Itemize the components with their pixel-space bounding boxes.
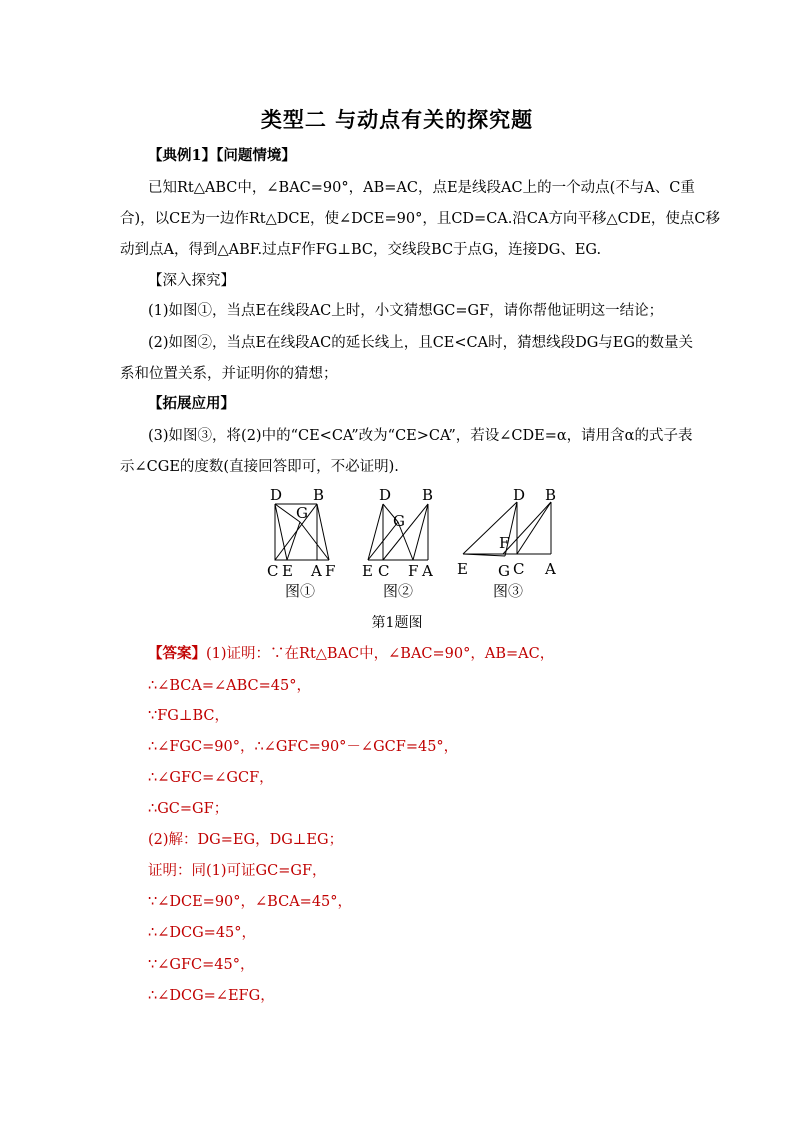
fig3-label-e: E xyxy=(457,560,468,578)
answer-line-11: ∵∠GFC=45°， xyxy=(148,957,255,973)
answer-line-10: ∴∠DCG=45°， xyxy=(148,925,257,941)
fig2-label-b: B xyxy=(422,486,434,504)
fig1-label-b: B xyxy=(313,486,325,504)
question-2-line-1: (2)如图②，当点E在线段AC的延长线上，且CE<CA时，猜想线段DG与EG的数量关 xyxy=(148,335,693,351)
question-2-line-2: 系和位置关系，并证明你的猜想； xyxy=(120,366,338,382)
answer-tag: 【答案】 xyxy=(148,645,206,662)
fig1-label-c: C xyxy=(267,562,279,580)
page-title: 类型二 与动点有关的探究题 xyxy=(260,107,534,132)
fig3-label-f: F xyxy=(499,534,510,552)
question-3-line-1: (3)如图③，将(2)中的“CE<CA”改为“CE>CA”，若设∠CDE=α，请用含α的式子表 xyxy=(148,428,693,444)
answer-line-6: ∴GC=GF； xyxy=(148,801,229,817)
fig1-label-d: D xyxy=(270,486,283,504)
answer-line-1 xyxy=(148,644,680,664)
answer-line-9: ∵∠DCE=90°，∠BCA=45°， xyxy=(148,894,353,910)
fig1-label-a: A xyxy=(311,562,322,580)
fig1-label-g: G xyxy=(296,504,308,522)
problem-line-1: 已知Rt△ABC中，∠BAC=90°，AB=AC，点E是线段AC上的一个动点(不与A、C重 xyxy=(148,180,695,196)
question-3-line-2: 示∠CGE的度数(直接回答即可，不必证明). xyxy=(120,459,399,475)
fig2-label-c: C xyxy=(378,562,390,580)
fig1-label-f: F xyxy=(325,562,336,580)
fig2-label-f: F xyxy=(408,562,419,580)
apply-heading: 【拓展应用】 xyxy=(148,395,235,412)
geometry-figures xyxy=(255,484,575,600)
answer-line-7: (2)解：DG=EG，DG⊥EG； xyxy=(148,832,344,848)
figures-group xyxy=(255,484,575,600)
figure-caption: 第1题图 xyxy=(371,615,423,631)
answer-line-4: ∴∠FGC=90°，∴∠GFC=90°－∠GCF=45°， xyxy=(148,739,459,755)
fig3-label-a: A xyxy=(545,560,556,578)
answer-line-12: ∴∠DCG=∠EFG， xyxy=(148,988,275,1004)
fig2-label-a: A xyxy=(422,562,433,580)
fig3-label-c: C xyxy=(513,560,525,578)
fig3-caption: 图③ xyxy=(493,582,524,600)
problem-line-2: 合)，以CE为一边作Rt△DCE，使∠DCE=90°，且CD=CA.沿CA方向平移△CDE，使点C移 xyxy=(120,211,720,227)
fig2-label-e: E xyxy=(362,562,373,580)
explore-heading: 【深入探究】 xyxy=(148,273,235,289)
fig1-label-e: E xyxy=(282,562,293,580)
fig3-label-g: G xyxy=(498,562,510,580)
answer-line-3: ∵FG⊥BC， xyxy=(148,708,230,724)
fig2-label-g: G xyxy=(393,512,405,530)
example-heading: 【典例1】【问题情境】 xyxy=(148,147,296,164)
answer-line-2: ∴∠BCA=∠ABC=45°， xyxy=(148,678,312,694)
fig2-caption: 图② xyxy=(383,582,414,600)
fig1-caption: 图① xyxy=(285,582,316,600)
question-1: (1)如图①，当点E在线段AC上时，小文猜想GC=GF，请你帮他证明这一结论； xyxy=(148,303,664,319)
fig3-label-b: B xyxy=(545,486,557,504)
answer-line-1-text: (1)证明：∵在Rt△BAC中，∠BAC=90°，AB=AC， xyxy=(206,646,555,662)
fig3-label-d: D xyxy=(513,486,526,504)
answer-line-5: ∴∠GFC=∠GCF， xyxy=(148,770,274,786)
fig2-label-d: D xyxy=(379,486,392,504)
answer-line-8: 证明：同(1)可证GC=GF， xyxy=(148,863,327,879)
problem-line-3: 动到点A，得到△ABF.过点F作FG⊥BC，交线段BC于点G，连接DG、EG. xyxy=(120,242,602,258)
